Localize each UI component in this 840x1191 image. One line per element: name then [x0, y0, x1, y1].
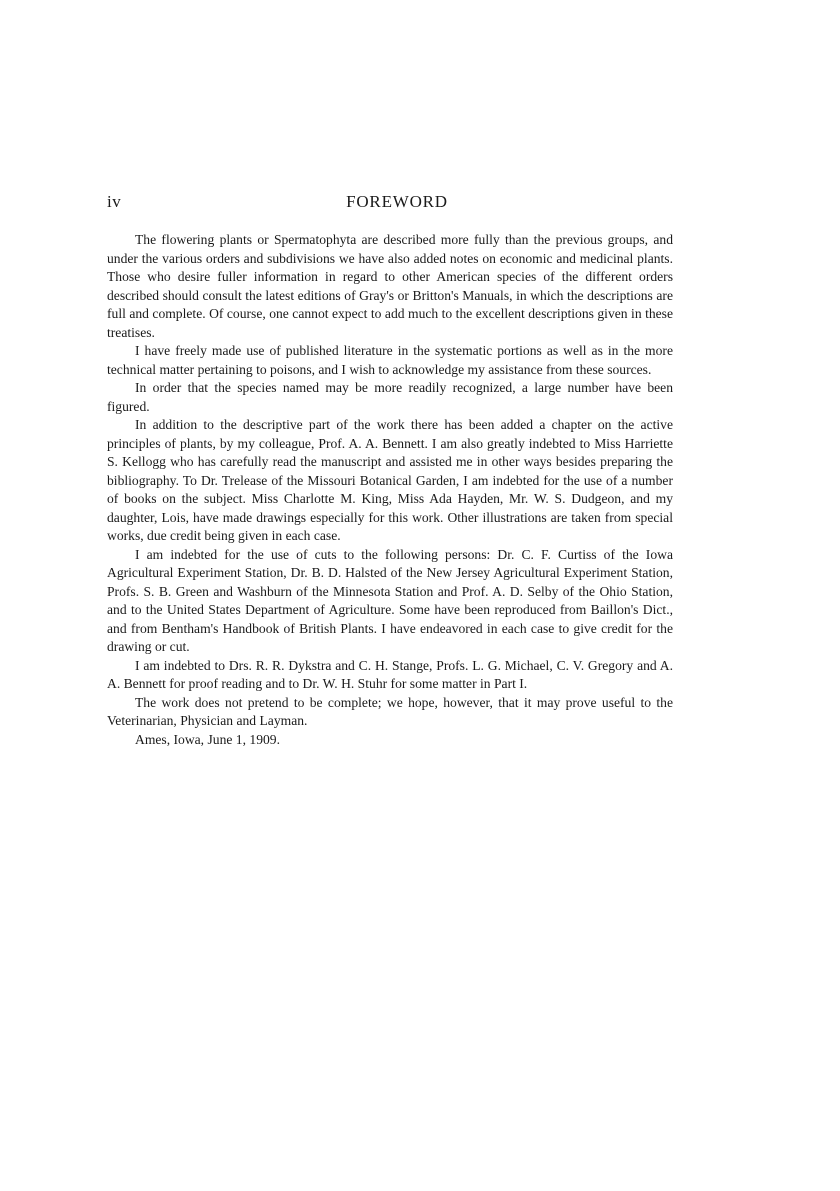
paragraph: In addition to the descriptive part of the work there has been added a chapter on the active principles of plants, by my colleague, Prof. A. A. Bennett. I am also greatly indebted to Miss Harriette S. Kellogg who has carefully read the manuscript and assisted me in other ways besides preparing the bibliography. To Dr. Trelease of the Missouri Botanical Garden, I am indebted for the use of a number of books on the subject. Miss Charlotte M. King, Miss Ada Hayden, Mr. W. S. Dudgeon, and my daughter, Lois, have made drawings especially for this work. Other illustrations are taken from special works, due credit being given in each case. — [107, 417, 673, 543]
page-number: iv — [107, 192, 122, 211]
page-title: FOREWORD — [346, 192, 448, 211]
paragraph: The work does not pretend to be complete; we hope, however, that it may prove useful to the Veterinarian, Physician and Layman. — [107, 694, 673, 728]
paragraph: In order that the species named may be more readily recognized, a large number have been figured. — [107, 380, 673, 414]
signoff-date: Ames, Iowa, June 1, 1909. — [135, 731, 280, 747]
paragraph: I am indebted to Drs. R. R. Dykstra and C. H. Stange, Profs. L. G. Michael, C. V. Gregory and A. A. Bennett for proof reading and to Dr. W. H. Stuhr for some matter in Part I. — [107, 657, 673, 691]
paragraph: I am indebted for the use of cuts to the following persons: Dr. C. F. Curtiss of the Iowa Agricultural Experiment Station, Dr. B. D. Halsted of the New Jersey Agricultural Experiment Station, Profs. S. B. Green and Washburn of the Minnesota Station and Prof. A. D. Selby of the Ohio Station, and to the United States Department of Agriculture. Some have been reproduced from Baillon's Dict., and from Bentham's Handbook of British Plants. I have endeavored in each case to give credit for the drawing or cut. — [107, 546, 673, 654]
paragraph: The flowering plants or Spermatophyta are described more fully than the previous groups, and under the various orders and subdivisions we have also added notes on economic and medicinal plants. Those who desire fuller information in regard to other American species of the different orders described should consult the latest editions of Gray's or Britton's Manuals, in which the descriptions are full and complete. Of course, one cannot expect to add much to the excellent descriptions given in these treatises. — [107, 232, 673, 340]
paragraph: I have freely made use of published literature in the systematic portions as well as in the more technical matter pertaining to poisons, and I wish to acknowledge my assistance from these sources. — [107, 343, 673, 377]
page-header — [107, 192, 673, 216]
foreword-body — [107, 231, 673, 749]
